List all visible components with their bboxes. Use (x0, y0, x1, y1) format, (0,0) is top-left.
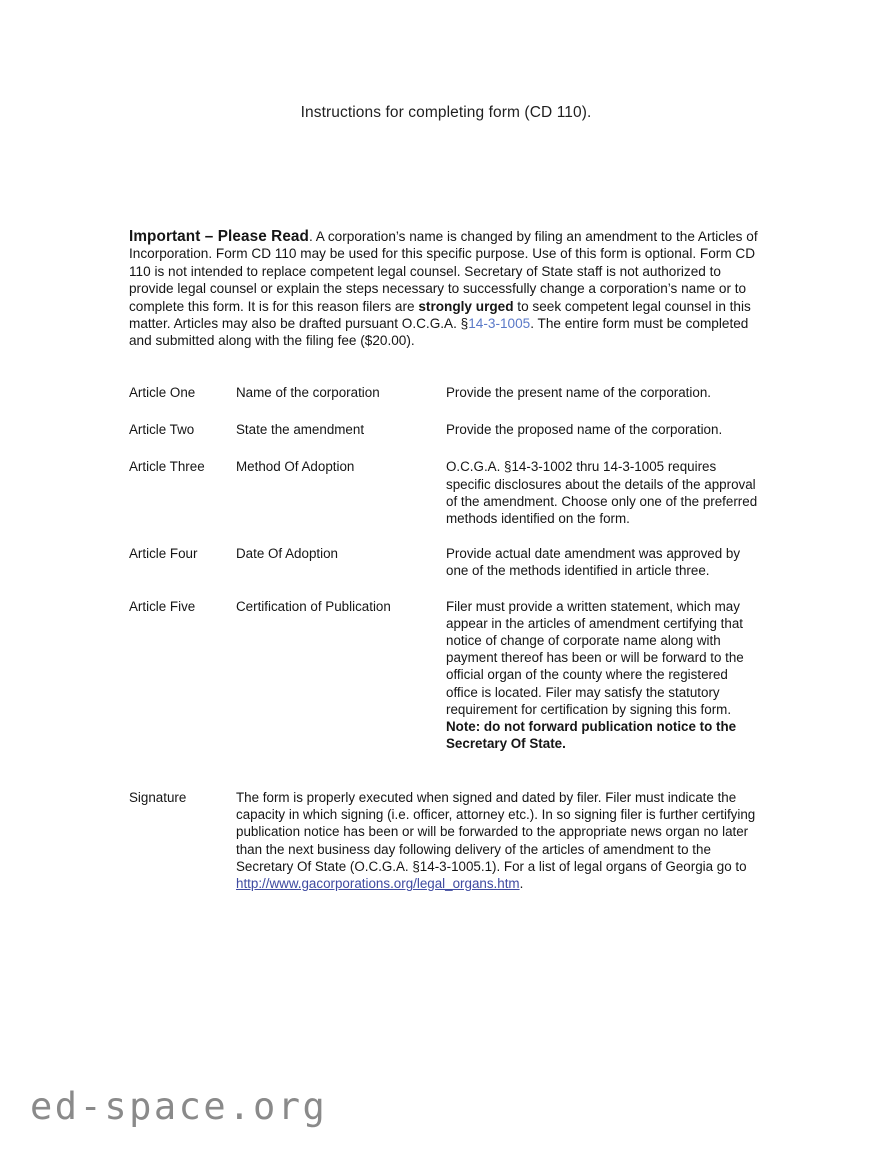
signature-description (236, 789, 759, 892)
article-description-three (446, 458, 759, 527)
article-description-five-bold-note: Note: do not forward publication notice to the Secretary Of State. (446, 719, 737, 752)
important-notice-text-part3: . The entire form must be completed and submitted along with the filing fee ($20.00). (129, 316, 749, 349)
article-row-four (129, 545, 759, 579)
signature-text-part2: . (519, 876, 524, 892)
article-label-four: Article Four (129, 546, 198, 562)
statute-link-14-3-1005[interactable]: 14-3-1005 (468, 316, 531, 332)
signature-instruction-row (129, 789, 759, 892)
article-description-two-text: Provide the proposed name of the corporation. (446, 422, 723, 438)
article-description-three-text: O.C.G.A. §14-3-1002 thru 14-3-1005 requires specific disclosures about the details of the approval of the amendment. Choose only one of the preferred methods identified on the form. (446, 459, 758, 527)
legal-organs-url-link[interactable]: http://www.gacorporations.org/legal_organs.htm (236, 876, 520, 892)
article-description-four (446, 545, 759, 579)
article-label-three: Article Three (129, 459, 205, 475)
article-subject-one: Name of the corporation (236, 385, 380, 400)
signature-label: Signature (129, 790, 187, 805)
important-notice-lead-label: Important – Please Read (129, 228, 309, 245)
article-subject-two: State the amendment (236, 422, 365, 438)
article-description-five (446, 598, 759, 753)
article-subject-four: Date Of Adoption (236, 546, 338, 562)
article-row-three (129, 458, 759, 527)
important-notice-text-part2: to seek competent legal counsel in this matter. Articles may also be drafted pursuant O.C.G.A. § (129, 298, 751, 332)
article-row-two (129, 421, 759, 438)
article-label-five: Article Five (129, 598, 196, 614)
important-notice-text-part1: . A corporation’s name is changed by filing an amendment to the Articles of Incorporation. Form CD 110 may be used for this specific purpose. Use of this form is optional. Form CD 110 is not intended to replace competent legal counsel. Secretary of State staff is not authorized to provide legal counsel or explain the steps necessary to successfully change a corporation’s name or to complete this form. It is for this reason filers are (129, 229, 758, 314)
article-description-five-text: Filer must provide a written statement, which may appear in the articles of amendment certifying that notice of change of corporate name along with payment thereof has been or will be forward to the official organ of the county where the registered office is located. Filer may satisfy the statutory requirement for certification by signing this form. (446, 598, 744, 717)
article-description-two (446, 421, 759, 438)
article-label-two: Article Two (129, 422, 195, 438)
important-notice-paragraph (129, 228, 759, 350)
article-subject-three: Method Of Adoption (236, 459, 355, 475)
article-row-one (129, 384, 759, 401)
article-description-four-text: Provide actual date amendment was approved by one of the methods identified in article three. (446, 546, 741, 579)
article-description-one-text: Provide the present name of the corporation. (446, 385, 711, 400)
article-subject-five: Certification of Publication (236, 598, 391, 614)
article-instructions-list (129, 384, 759, 752)
article-label-one: Article One (129, 385, 196, 400)
watermark-ed-space-org: ed-space.org (30, 1085, 328, 1128)
article-row-five (129, 598, 759, 753)
article-description-one (446, 384, 759, 401)
important-notice-bold-strongly-urged: strongly urged (418, 298, 514, 314)
page-title: Instructions for completing form (CD 110). (300, 104, 592, 121)
signature-text-part1: The form is properly executed when signed and dated by filer. Filer must indicate the capacity in which signing (i.e. officer, attorney etc.). In so signing filer is further certifying publication notice has been or will be forwarded to the appropriate news organ no later than the next business day following delivery of the articles of amendment to the Secretary Of State (O.C.G.A. §14-3-1005.1). For a list of legal organs of Georgia go to (236, 790, 756, 874)
